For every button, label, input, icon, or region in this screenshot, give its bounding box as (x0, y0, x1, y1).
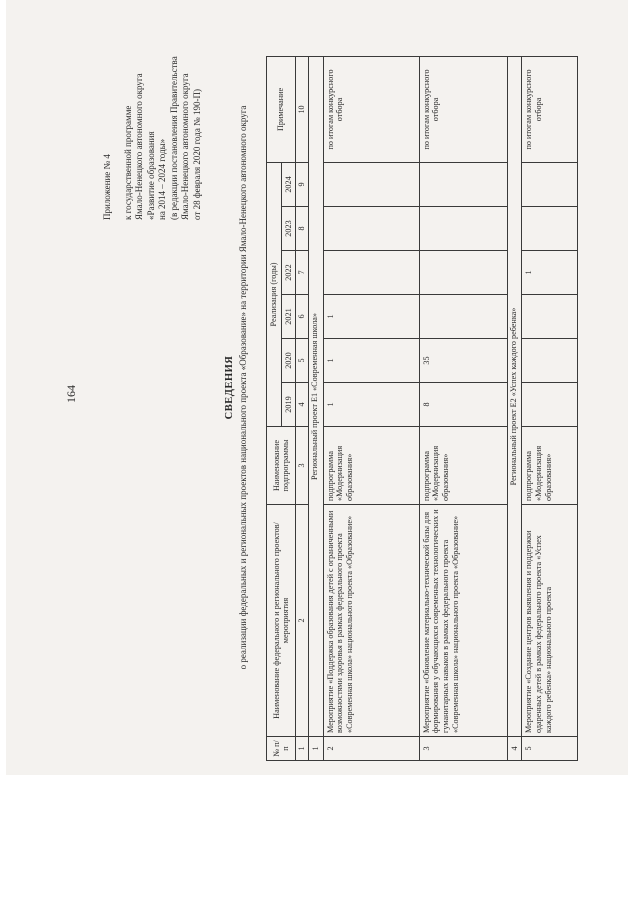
col-number: 3 (296, 427, 309, 505)
row-number: 4 (507, 737, 522, 761)
row-year-value: 1 (522, 251, 578, 295)
row-year-value (522, 207, 578, 251)
col-number: 9 (296, 162, 309, 206)
row-year-value (522, 383, 578, 427)
header-year: 2024 (281, 162, 296, 206)
row-subprogram: подпрограмма «Модернизация образования» (323, 427, 419, 505)
col-number: 2 (296, 505, 309, 737)
appendix-title: Приложение № 4 (102, 154, 112, 220)
row-note: по итогам конкурсного отбора (323, 56, 419, 162)
appendix-line: Ямало-Ненецкого автономного округа (134, 73, 145, 220)
col-number: 5 (296, 339, 309, 383)
row-subprogram: подпрограмма «Модернизация образования» (522, 427, 578, 505)
row-year-value: 35 (419, 339, 507, 383)
table-row (522, 56, 578, 760)
col-number: 4 (296, 383, 309, 427)
header-year: 2020 (281, 339, 296, 383)
header-year: 2022 (281, 251, 296, 295)
row-name: Мероприятие «Обновление материально-технической базы для формирования у обучающихся современных технологических и гуманитарных навыков в рамках федерального проекта «Современная школа» национального проекта «Образование» (419, 505, 507, 737)
row-year-value (419, 207, 507, 251)
row-note: по итогам конкурсного отбора (419, 56, 507, 162)
row-subprogram: подпрограмма «Модернизация образования» (419, 427, 507, 505)
document-title: СВЕДЕНИЯ (224, 355, 235, 420)
row-year-value (323, 207, 419, 251)
row-year-value: 8 (419, 383, 507, 427)
table-row (419, 56, 507, 760)
row-year-value (419, 162, 507, 206)
section-row (309, 56, 324, 760)
section-row (507, 56, 522, 760)
row-number: 5 (522, 737, 578, 761)
col-number: 7 (296, 251, 309, 295)
section-title-e1: Региональный проект Е1 «Современная школа» (309, 56, 324, 736)
row-name: Мероприятие «Поддержка образования детей с ограниченными возможностями здоровья в рамках федерального проекта «Современная школа» национального проекта «Образование» (323, 505, 419, 737)
col-number: 6 (296, 295, 309, 339)
row-year-value (419, 251, 507, 295)
appendix-line: Ямало-Ненецкого автономного округа (180, 73, 191, 220)
row-number: 2 (323, 737, 419, 761)
row-number: 1 (309, 737, 324, 761)
row-year-value (522, 339, 578, 383)
row-year-value (419, 295, 507, 339)
row-note: по итогам конкурсного отбора (522, 56, 578, 162)
table-row (323, 56, 419, 760)
page-number: 164 (64, 385, 78, 403)
row-name: Мероприятие «Создание центров выявления и поддержки одаренных детей в рамках федерального проекта «Успех каждого ребенка» национального проекта (522, 505, 578, 737)
rotated-content (6, 0, 628, 775)
row-year-value (522, 162, 578, 206)
column-numbers-row (296, 56, 309, 760)
header-year: 2019 (281, 383, 296, 427)
header-note: Примечание (267, 56, 296, 162)
appendix-line: (в редакции постановления Правительства (168, 56, 179, 220)
row-year-value: 1 (323, 383, 419, 427)
row-year-value (323, 251, 419, 295)
appendix-line: к государственной программе (122, 105, 133, 220)
header-row (267, 56, 282, 760)
header-name: Наименование федерального и регионального проектов/мероприятия (267, 505, 296, 737)
header-subprogram: Наименование подпрограммы (267, 427, 296, 505)
projects-table (266, 56, 578, 761)
col-number: 1 (296, 737, 309, 761)
scanned-page (6, 0, 628, 775)
row-year-value (522, 295, 578, 339)
header-year: 2021 (281, 295, 296, 339)
row-year-value: 1 (323, 339, 419, 383)
section-title-e2: Региональный проект Е2 «Успех каждого ребенка» (507, 56, 522, 736)
row-year-value (323, 162, 419, 206)
appendix-line: «Развитие образования (145, 131, 156, 220)
appendix-block (102, 56, 203, 220)
row-number: 3 (419, 737, 507, 761)
row-year-value: 1 (323, 295, 419, 339)
header-num: № п/п (267, 737, 296, 761)
header-realization: Реализация (годы) (267, 162, 282, 426)
header-year: 2023 (281, 207, 296, 251)
col-number: 8 (296, 207, 309, 251)
appendix-line: от 28 февраля 2020 года № 190-П) (191, 89, 202, 220)
col-number: 10 (296, 56, 309, 162)
appendix-line: на 2014 – 2024 годы» (157, 138, 168, 220)
document-subtitle: о реализации федеральных и региональных проектов национального проекта «Образование» на территории Ямало-Ненецкого автономного округа (238, 105, 248, 670)
